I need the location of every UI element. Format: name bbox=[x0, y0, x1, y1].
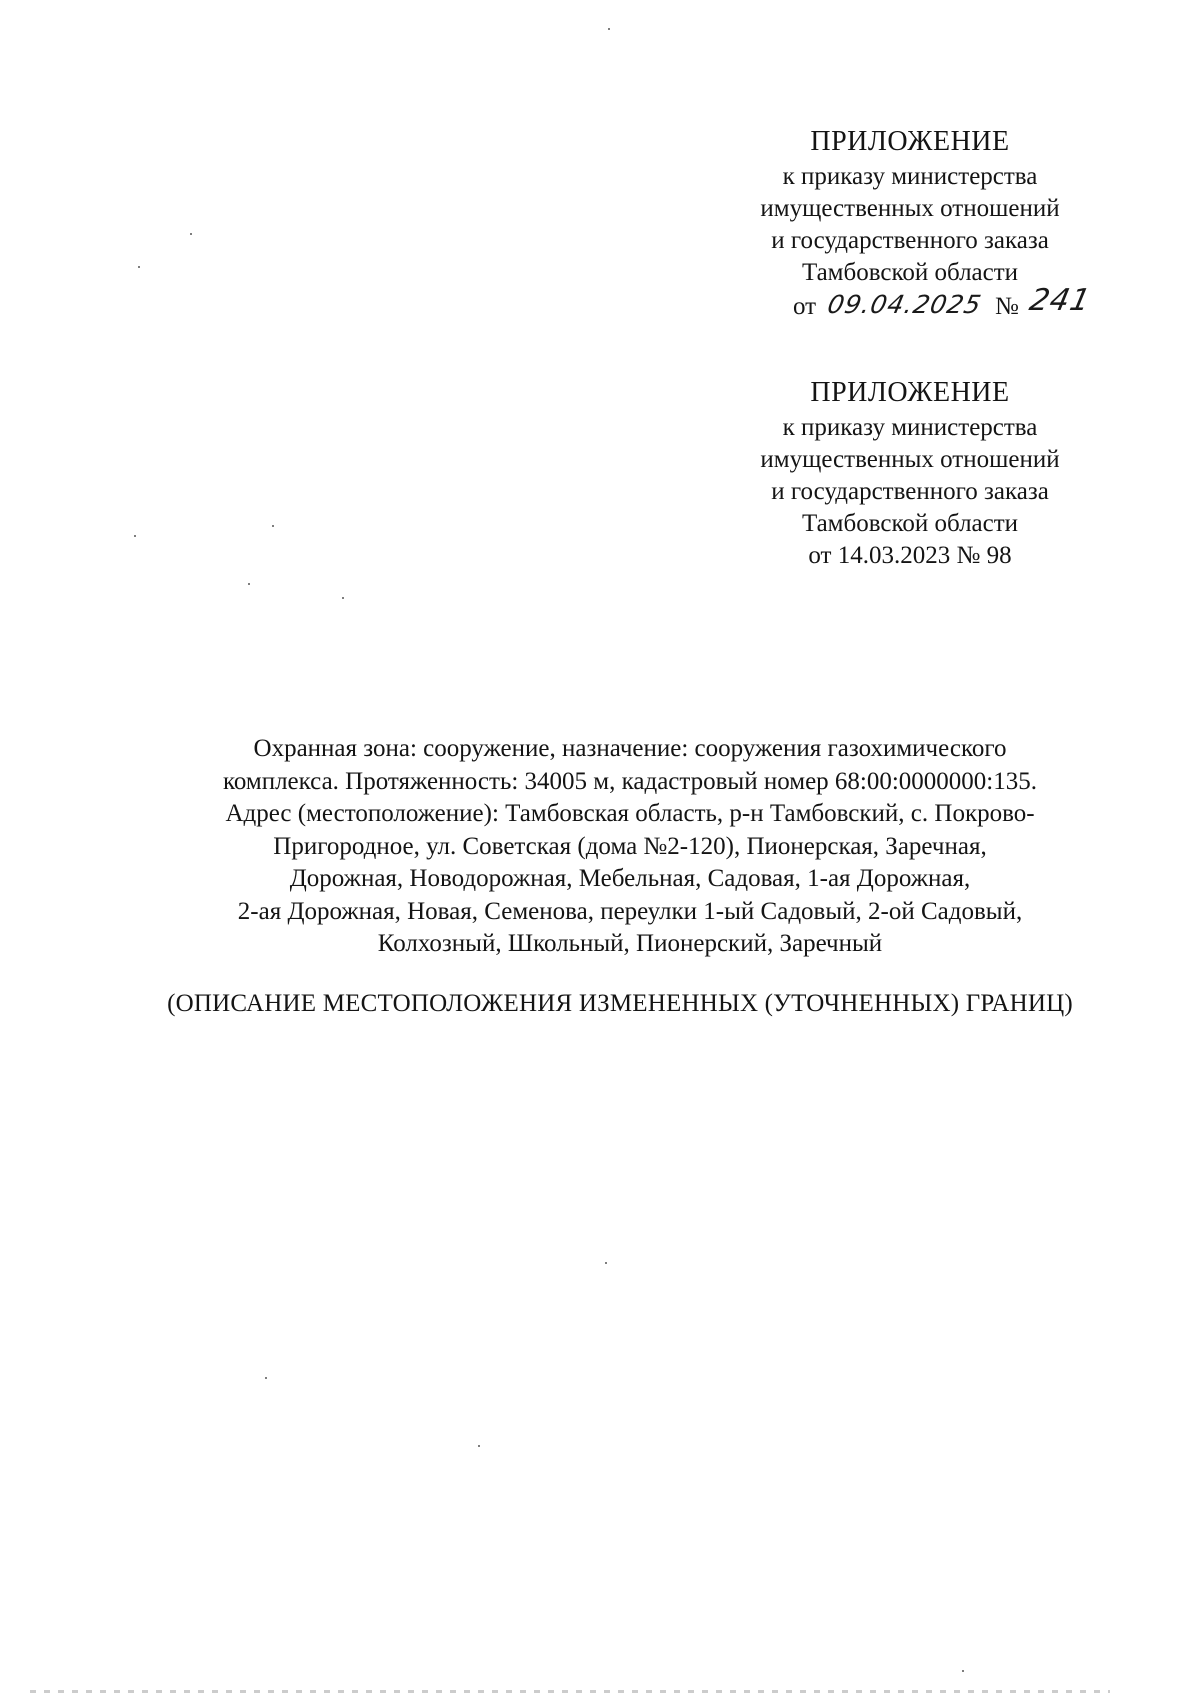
scan-speck bbox=[138, 266, 140, 268]
scan-speck bbox=[248, 583, 250, 585]
description-line: Охранная зона: сооружение, назначение: сооружения газохимического bbox=[253, 735, 1007, 762]
appendix-line: и государственного заказа bbox=[771, 227, 1049, 254]
appendix-block-original bbox=[700, 376, 1120, 572]
description-line: комплекса. Протяженность: 34005 м, кадастровый номер 68:00:0000000:135. bbox=[222, 767, 1037, 795]
appendix-line: имущественных отношений bbox=[760, 195, 1060, 222]
description-line: 2-ая Дорожная, Новая, Семенова, переулки 1-ый Садовый, 2-ой Садовый, bbox=[237, 897, 1023, 925]
scan-speck bbox=[608, 28, 610, 30]
scan-speck bbox=[190, 233, 192, 235]
scan-speck bbox=[478, 1445, 480, 1447]
handwritten-date: 09.04.2025 bbox=[825, 290, 985, 319]
appendix-line: к приказу министерства bbox=[782, 414, 1038, 441]
scan-speck bbox=[265, 1377, 267, 1379]
description-line: Дорожная, Новодорожная, Мебельная, Садовая, 1-ая Дорожная, bbox=[289, 865, 971, 892]
handwritten-number: 241 bbox=[1026, 283, 1095, 318]
scan-speck bbox=[342, 597, 344, 599]
appendix-heading: ПРИЛОЖЕНИЕ bbox=[810, 377, 1010, 408]
date-prefix: от bbox=[793, 293, 817, 320]
appendix-heading: ПРИЛОЖЕНИЕ bbox=[810, 126, 1010, 157]
order-date-number-line bbox=[700, 283, 1120, 323]
appendix-line: и государственного заказа bbox=[771, 478, 1049, 505]
scan-edge-strip bbox=[30, 1690, 1110, 1693]
appendix-line: Тамбовской области bbox=[801, 259, 1019, 286]
appendix-block-current bbox=[700, 125, 1120, 323]
appendix-line: Тамбовской области bbox=[801, 510, 1019, 537]
boundary-caption: (ОПИСАНИЕ МЕСТОПОЛОЖЕНИЯ ИЗМЕНЕННЫХ (УТОЧНЕННЫХ) ГРАНИЦ) bbox=[167, 990, 1073, 1017]
scan-speck bbox=[134, 535, 136, 537]
order-date-number-line: от 14.03.2023 № 98 bbox=[808, 542, 1012, 569]
scan-speck bbox=[962, 1670, 964, 1672]
number-label: № bbox=[995, 293, 1019, 320]
scan-speck bbox=[605, 1262, 607, 1264]
object-description bbox=[150, 733, 1110, 961]
scan-speck bbox=[272, 525, 274, 527]
appendix-line: к приказу министерства bbox=[782, 163, 1038, 190]
appendix-line: имущественных отношений bbox=[760, 446, 1060, 473]
description-line: Пригородное, ул. Советская (дома №2-120), Пионерская, Заречная, bbox=[273, 832, 987, 860]
description-line: Адрес (местоположение): Тамбовская область, р-н Тамбовский, с. Покрово- bbox=[225, 800, 1035, 827]
description-line: Колхозный, Школьный, Пионерский, Заречный bbox=[377, 930, 883, 957]
